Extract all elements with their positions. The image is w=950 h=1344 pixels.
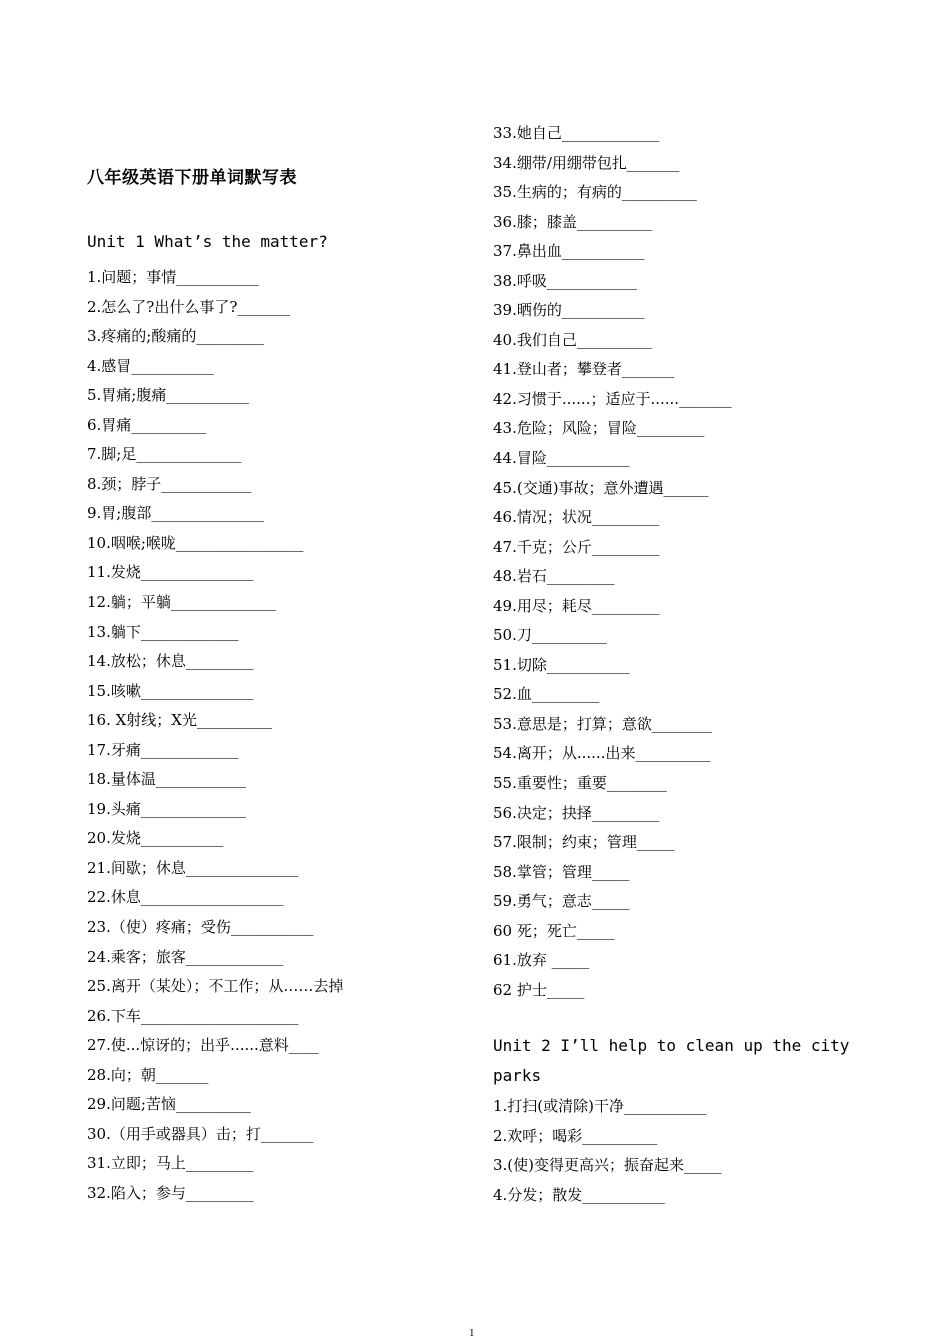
vocab-item: 46.情况；状况_________ (493, 508, 660, 527)
vocab-item: 36.膝；膝盖__________ (493, 212, 652, 231)
vocab-item: 31.立即；马上_________ (87, 1154, 254, 1173)
unit1-left-column (87, 263, 477, 1209)
vocab-item: 54.离开；从......出来__________ (493, 744, 711, 763)
vocab-item: 33.她自己_____________ (493, 124, 660, 142)
vocab-item: 12.躺；平躺______________ (87, 593, 276, 612)
vocab-item: 7.脚;足______________ (87, 445, 242, 464)
vocab-item: 37.鼻出血___________ (493, 242, 645, 261)
vocab-item: 20.发烧___________ (87, 829, 224, 848)
vocab-item: 4.分发；散发___________ (493, 1185, 665, 1204)
document-title: 八年级英语下册单词默写表 (87, 168, 297, 188)
vocab-item: 47.千克；公斤_________ (493, 537, 660, 556)
vocab-item: 27.使...惊讶的；出乎......意料____ (87, 1036, 319, 1055)
vocab-item: 41.登山者；攀登者_______ (493, 360, 675, 379)
vocab-item: 9.胃;腹部_______________ (87, 504, 264, 523)
vocab-item: 62 护士_____ (493, 980, 585, 999)
vocab-item: 2.怎么了?出什么事了?_______ (87, 297, 290, 316)
vocab-item: 38.呼吸____________ (493, 271, 637, 290)
vocab-item: 49.用尽；耗尽_________ (493, 596, 660, 615)
vocab-item: 2.欢呼；喝彩__________ (493, 1126, 658, 1145)
vocab-item: 3.疼痛的;酸痛的_________ (87, 327, 264, 346)
vocab-item: 3.(使)变得更高兴；振奋起来_____ (493, 1156, 722, 1175)
vocab-item: 28.向；朝_______ (87, 1065, 209, 1084)
vocab-item: 11.发烧_______________ (87, 563, 254, 582)
vocab-item: 4.感冒___________ (87, 356, 214, 375)
vocab-item: 1.打扫(或清除)干净___________ (493, 1097, 707, 1115)
vocab-item: 44.冒险___________ (493, 449, 630, 468)
vocab-item: 48.岩石_________ (493, 567, 615, 586)
vocab-item: 60 死；死亡_____ (493, 921, 615, 940)
unit1-right-column (493, 119, 893, 1005)
vocab-item: 18.量体温____________ (87, 770, 246, 789)
vocab-item: 21.间歇；休息_______________ (87, 858, 299, 877)
vocab-item: 17.牙痛_____________ (87, 740, 239, 759)
vocab-item: 58.掌管；管理_____ (493, 862, 630, 881)
vocab-item: 23.（使）疼痛；受伤___________ (87, 918, 314, 937)
vocab-item: 59.勇气；意志_____ (493, 892, 630, 911)
vocab-item: 29.问题;苦恼__________ (87, 1095, 251, 1114)
vocab-item: 24.乘客；旅客_____________ (87, 947, 284, 966)
vocab-item: 30.（用手或器具）击；打_______ (87, 1124, 314, 1143)
unit1-heading: Unit 1 What’s the matter? (87, 232, 328, 251)
vocab-item: 15.咳嗽_______________ (87, 681, 254, 700)
vocab-item: 35.生病的；有病的__________ (493, 183, 697, 202)
vocab-item: 43.危险；风险；冒险_________ (493, 419, 705, 438)
vocab-item: 10.咽喉;喉咙_________________ (87, 533, 304, 552)
vocab-item: 40.我们自己__________ (493, 330, 652, 349)
vocab-item: 61.放弃 _____ (493, 951, 590, 970)
vocab-item: 6.胃痛__________ (87, 415, 207, 434)
vocab-item: 52.血_________ (493, 685, 600, 704)
vocab-item: 16. X射线；X光__________ (87, 711, 272, 730)
vocab-item: 8.颈；脖子____________ (87, 474, 252, 493)
vocab-item: 14.放松；休息_________ (87, 652, 254, 671)
vocab-item: 45.(交通)事故；意外遭遇______ (493, 478, 709, 497)
vocab-item: 1.问题；事情___________ (87, 268, 259, 286)
unit2-heading: Unit 2 I’ll help to clean up the city parks (493, 1036, 850, 1085)
vocab-item: 34.绷带/用绷带包扎_______ (493, 153, 680, 172)
page-number: 1 (469, 1327, 475, 1339)
vocab-item: 13.躺下_____________ (87, 622, 239, 641)
vocab-item: 56.决定；抉择_________ (493, 803, 660, 822)
vocab-item: 25.离开（某处）；不工作；从……去掉 (87, 977, 344, 996)
vocab-item: 57.限制；约束；管理_____ (493, 833, 675, 852)
vocab-item: 51.切除___________ (493, 655, 630, 674)
vocab-item: 39.晒伤的___________ (493, 301, 645, 320)
vocab-item: 42.习惯于......；适应于......_______ (493, 389, 732, 408)
unit2-column (493, 1092, 893, 1210)
vocab-item: 53.意思是；打算；意欲________ (493, 714, 712, 733)
vocab-item: 5.胃痛;腹痛___________ (87, 386, 249, 405)
vocab-item: 22.休息___________________ (87, 888, 284, 907)
vocab-item: 32.陷入；参与_________ (87, 1183, 254, 1202)
vocab-item: 19.头痛______________ (87, 799, 246, 818)
vocab-item: 50.刀__________ (493, 626, 607, 645)
vocab-item: 55.重要性；重要________ (493, 774, 667, 793)
vocab-item: 26.下车_____________________ (87, 1006, 299, 1025)
